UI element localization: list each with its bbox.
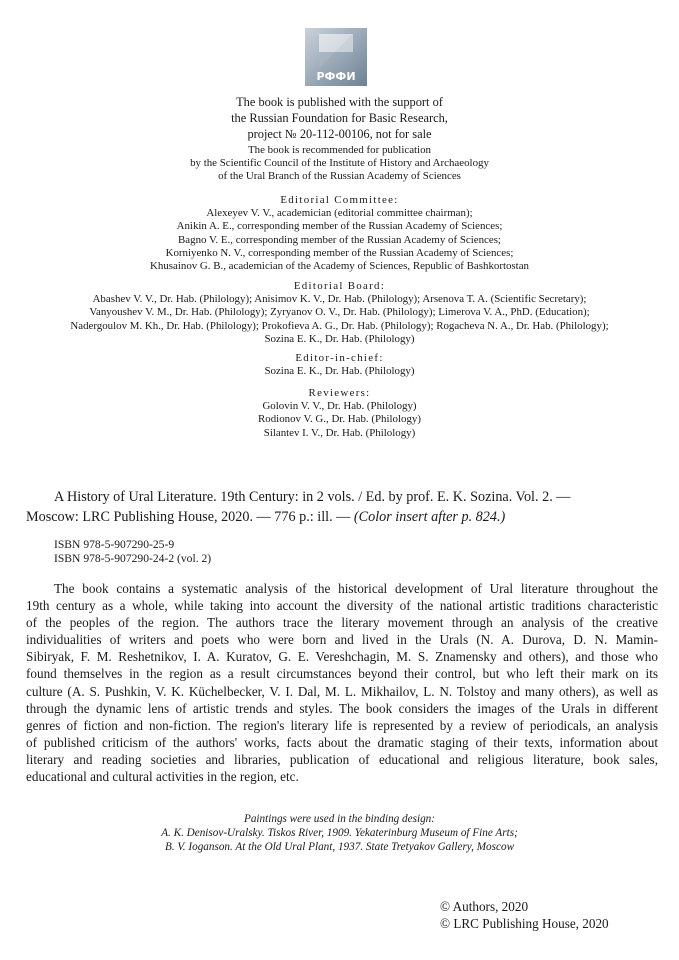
abstract xyxy=(26,580,658,785)
isbn-block xyxy=(54,538,211,567)
abstract-line: literary and reading societies and libraries, publication of educational and religious literature, book sales, xyxy=(26,751,658,767)
committee-member: Alexeyev V. V., academician (editorial committee chairman); xyxy=(206,207,473,220)
editorial-board-heading: Editorial Board: xyxy=(293,280,386,292)
abstract-line: individualities of writers and poets who were born and lived in the Urals (N. A. Durova, D. N. Mamin- xyxy=(26,632,658,648)
committee-member: Bagno V. E., corresponding member of the Russian Academy of Sciences; xyxy=(178,233,501,246)
rfbr-logo xyxy=(305,28,367,86)
abstract-line: of the peoples of the region. The authors trace the literary movement through an analysis of the creative xyxy=(26,615,658,631)
binding-paintings-note xyxy=(0,812,679,854)
isbn: ISBN 978-5-907290-24-2 (vol. 2) xyxy=(54,552,212,566)
board-members-line: Nadergoulov M. Kh., Dr. Hab. (Philology); Prokofieva A. G., Dr. Hab. (Philology); Rogacheva N. A., Dr. Hab. (Philology); xyxy=(70,319,609,332)
committee-member: Anikin A. E., corresponding member of the Russian Academy of Sciences; xyxy=(176,220,503,233)
painting-credit: A. K. Denisov-Uralsky. Tiskos River, 1909. Yekaterinburg Museum of Fine Arts; xyxy=(161,827,518,839)
recommendation-statement xyxy=(0,144,679,184)
citation-line-1: A History of Ural Literature. 19th Century: in 2 vols. / Ed. by prof. E. K. Sozina. Vol. 2. — xyxy=(54,489,571,505)
support-line: project № 20-112-00106, not for sale xyxy=(247,127,432,141)
reviewers-heading: Reviewers: xyxy=(308,387,371,399)
committee-member: Korniyenko N. V., corresponding member of the Russian Academy of Sciences; xyxy=(165,246,514,259)
abstract-line: through the dynamic lens of artistic trends and styles. The book considers the images of the Urals in different xyxy=(26,700,658,716)
abstract-line: Sibiryak, F. M. Reshetnikov, I. A. Kuratov, G. E. Vereshchagin, M. S. Znamensky and others), and those who xyxy=(26,649,658,665)
bibliographic-citation xyxy=(26,487,666,527)
isbn: ISBN 978-5-907290-25-9 xyxy=(54,538,175,551)
paintings-heading: Paintings were used in the binding design: xyxy=(244,813,435,825)
abstract-line: found themselves in the region as a result circumstances beyond their control, but who left their mark on its xyxy=(26,666,658,682)
abstract-line: 19th century as a whole, while taking into account the diversity of the national artistic traditions characteristic xyxy=(26,598,658,614)
citation-color-insert: (Color insert after p. 824.) xyxy=(353,509,506,525)
reviewer: Silantev I. V., Dr. Hab. (Philology) xyxy=(263,426,416,439)
abstract-line: educational and cultural activities in the region, etc. xyxy=(26,769,299,785)
editorial-committee-heading: Editorial Committee: xyxy=(280,194,399,206)
painting-credit: B. V. Ioganson. At the Old Ural Plant, 1937. State Tretyakov Gallery, Moscow xyxy=(164,841,515,853)
editor-in-chief-name: Sozina E. K., Dr. Hab. (Philology) xyxy=(264,365,415,378)
abstract-line: genres of fiction and non-fiction. The region's literary life is represented by a review of periodicals, an analysis xyxy=(26,717,658,733)
recommend-line: of the Ural Branch of the Russian Academy of Sciences xyxy=(218,170,461,183)
citation-line-2-text: Moscow: LRC Publishing House, 2020. — 776 p.: ill. — xyxy=(26,509,354,525)
recommend-line: by the Scientific Council of the Institute of History and Archaeology xyxy=(190,157,489,170)
editorial-committee xyxy=(0,194,679,273)
reviewer: Rodionov V. G., Dr. Hab. (Philology) xyxy=(258,413,421,426)
support-line: The book is published with the support of xyxy=(236,95,443,109)
copyright-block xyxy=(440,898,609,932)
citation-line-2 xyxy=(26,507,666,527)
copyright-line: © LRC Publishing House, 2020 xyxy=(440,916,609,931)
support-line: the Russian Foundation for Basic Research, xyxy=(231,111,448,125)
board-members-line: Abashev V. V., Dr. Hab. (Philology); Anisimov K. V., Dr. Hab. (Philology); Arsenova T. A. (Scientific Secretary); xyxy=(92,293,587,306)
recommend-line: The book is recommended for publication xyxy=(248,144,431,156)
support-statement xyxy=(0,94,679,142)
editor-in-chief-heading: Editor-in-chief: xyxy=(295,352,384,364)
editorial-board xyxy=(0,280,679,346)
editor-in-chief xyxy=(0,352,679,378)
abstract-line: The book contains a systematic analysis of the historical development of Ural literature throughout the xyxy=(54,581,658,596)
committee-member: Khusainov G. B., academician of the Academy of Sciences, Republic of Bashkortostan xyxy=(150,260,529,273)
abstract-line: culture (A. S. Pushkin, V. K. Küchelbecker, V. I. Dal, M. L. Mikhailov, L. N. Tolstoy and many others), as well as xyxy=(26,683,658,699)
reviewer: Golovin V. V., Dr. Hab. (Philology) xyxy=(262,400,417,413)
reviewers xyxy=(0,387,679,440)
board-members-line: Sozina E. K., Dr. Hab. (Philology) xyxy=(264,332,415,345)
board-members-line: Vanyoushev V. M., Dr. Hab. (Philology); Zyryanov O. V., Dr. Hab. (Philology); Limerova V. A., PhD. (Education); xyxy=(89,306,590,319)
abstract-line: of published criticism of the authors' works, facts about the dramatic staging of their texts, information about xyxy=(26,734,658,750)
copyright-line: © Authors, 2020 xyxy=(440,899,529,914)
rfbr-logo-text: РФФИ xyxy=(316,70,356,83)
